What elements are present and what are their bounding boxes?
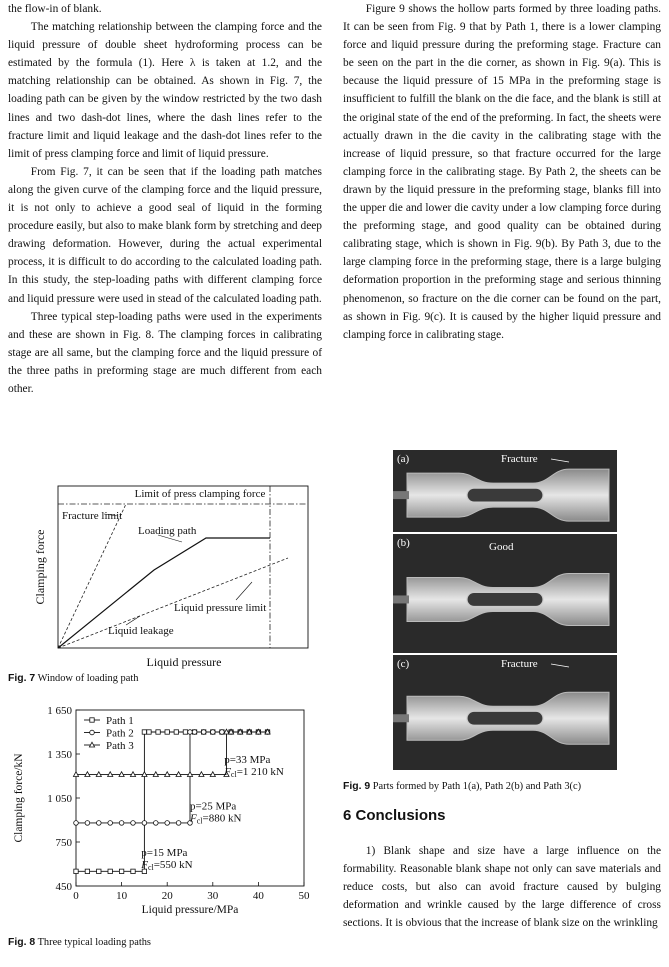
data-point [165,821,170,826]
data-point [131,869,135,873]
y-tick-label: 750 [55,837,72,849]
annotation-force: Fcl=880 kN [190,812,242,826]
x-tick-label: 40 [252,890,264,902]
paragraph: Three typical step-loading paths were used in the experiments and these are shown in Fig. 8. The clamping forces in calibrating stage are all same, but the clamping force and the liquid pressure of the three paths in preforming stage are much different from each other. [8,310,322,395]
data-point [154,821,159,826]
paragraph: 1) Blank shape and size have a large influence on the formability. Reasonable blank shape not only can save materials and reduce costs, but also can avoid fracture caused by bulging deformation and wrinkle caused by the large difference of cross sections. It is obvious that the increase of blank size on the wrinkling [343,845,661,930]
panel-tag: (b) [397,537,410,549]
paragraph: From Fig. 7, it can be seen that if the loading path matches along the given curve of the clamping force and the liquid pressure, it is not only to achieve a good seal of liquid in the forming procedure easily, but also to make blank form by stretching and deep drawing deformation. However, during the actual experimental process, it is difficult to do according to the calculated loading path. In this study, the step-loading paths with different clamping force and liquid pressure were used in stead of the calculated loading path. [8,165,322,305]
paragraph: Figure 9 shows the hollow parts formed by three loading paths. It can be seen from Fig. 9 that by Path 1, there is a lower clamping force and liquid pressure during the preforming stage. Fracture can be seen on the part in the die corner, as shown in Fig. 9(a). This is because the liquid pressure of 15 MPa in the preforming stage is insufficient to fulfill the blank on the die face, and the blank is still at the original state of the end of the preforming. In fact, the sheets were actually drawn in the die cavity in the calibrating stage with the increase of liquid pressure, so that fracture occurred for the large clamping force in the calibrating stage. By Path 2, the sheets can be drawn by the liquid pressure in the preforming stage, blanks fill into the upper die and lower die cavity under a low clamping force during the preforming stage, and good quality can be obtained during calibrating stage, which is shown in Fig. 9(b). By Path 3, due to the large clamping force in the preforming stage, there is a large bulging deformation proportion in the preforming stage and serious thinning phenomenon, so fracture on the die corner can be found on the part, as shown in Fig. 9(c). It is caused by the higher liquid pressure and clamping force in calibrating stage. [343,3,661,341]
fig7-ylabel: Clamping force [33,529,47,605]
feed-tube [393,595,409,603]
chart-xlabel: Liquid pressure/MPa [141,904,239,916]
fig7-loading-window-diagram [8,482,318,682]
fig9-panel-a [393,450,617,532]
leader-line [236,582,252,600]
x-tick-label: 20 [161,890,173,902]
data-point [142,730,146,734]
fig9-panel-b [393,534,617,653]
part-slot [467,711,543,725]
data-point [90,718,94,722]
data-point [201,730,206,735]
data-point [108,869,112,873]
chart-legend [84,715,134,752]
fig7-xlabel: Liquid pressure [146,655,222,669]
paragraph: The matching relationship between the clamping force and the liquid pressure of double sheet hydroforming process can be estimated by the formula (1). Here λ is taken at 1.2, and the matching relationship can be obtained. As shown in Fig. 7, the loading path can be given by the window restricted by the two dash lines and two dash-dot lines, where the dash lines refer to the fracture limit and liquid leakage and the dash-dot lines refer to the limit of press clamping force and limit of liquid pressure. [8,21,322,160]
chart-ylabel: Clamping force/kN [13,753,25,843]
chart-plot-area [47,705,310,902]
conclusions-paragraph [343,842,661,932]
x-tick-label: 10 [116,890,128,902]
data-point [108,821,113,826]
data-point [147,730,151,734]
panel-label: Fracture [501,658,538,670]
left-column [8,0,322,398]
legend-label: Path 3 [106,740,134,752]
panel-label: Good [489,541,514,553]
panel-tag: (c) [397,658,410,670]
data-point [192,730,197,735]
fig7-caption: Fig. 7 Window of loading path [8,673,139,684]
liquid-pressure-limit-label: Liquid pressure limit [174,602,267,614]
part-slot [467,488,543,502]
x-tick-label: 0 [73,890,79,902]
y-tick-label: 450 [55,881,72,893]
data-point [74,869,78,873]
paragraph: the flow-in of blank. [8,3,102,15]
data-point [97,821,102,826]
fig9-caption: Fig. 9 Parts formed by Path 1(a), Path 2(b) and Path 3(c) [343,781,582,792]
panel-label: Fracture [501,453,538,465]
data-point [119,869,123,873]
data-point [174,730,178,734]
right-column [343,0,661,344]
data-point [85,869,89,873]
data-point [142,821,147,826]
data-point [220,730,225,735]
data-point [74,821,79,826]
data-point [156,730,160,734]
data-point [176,821,181,826]
legend-label: Path 2 [106,727,134,740]
fracture-limit-label: Fracture limit [62,510,123,522]
x-tick-label: 30 [207,890,219,902]
data-point [85,821,90,826]
annotation-force: Fcl=1 210 kN [224,765,284,779]
data-point [165,730,169,734]
data-point [188,730,193,735]
feed-tube [393,491,409,499]
press-limit-label: Limit of press clamping force [134,488,266,500]
section-heading: 6 Conclusions [343,807,446,824]
part-slot [467,592,543,606]
x-tick-label: 50 [298,890,310,902]
annotation-pressure: p=25 MPa [190,800,237,813]
annotation-pressure: p=33 MPa [224,753,271,766]
annotation-force: Fcl=550 kN [141,858,193,872]
liquid-leakage-label: Liquid leakage [108,625,174,637]
legend-label: Path 1 [106,715,134,727]
fig8-loading-paths-chart [8,700,318,916]
data-point [183,730,187,734]
y-tick-label: 1 650 [47,705,72,717]
data-point [211,730,216,735]
feed-tube [393,714,409,722]
panel-tag: (a) [397,453,410,465]
data-point [131,821,136,826]
y-tick-label: 1 350 [47,749,72,761]
data-point [97,869,101,873]
data-point [90,730,95,735]
loading-path-label: Loading path [138,525,197,537]
fig9-panel-c [393,655,617,770]
annotation-pressure: p=15 MPa [141,846,188,859]
fig8-caption: Fig. 8 Three typical loading paths [8,937,151,948]
data-point [119,821,124,826]
y-tick-label: 1 050 [47,793,72,805]
